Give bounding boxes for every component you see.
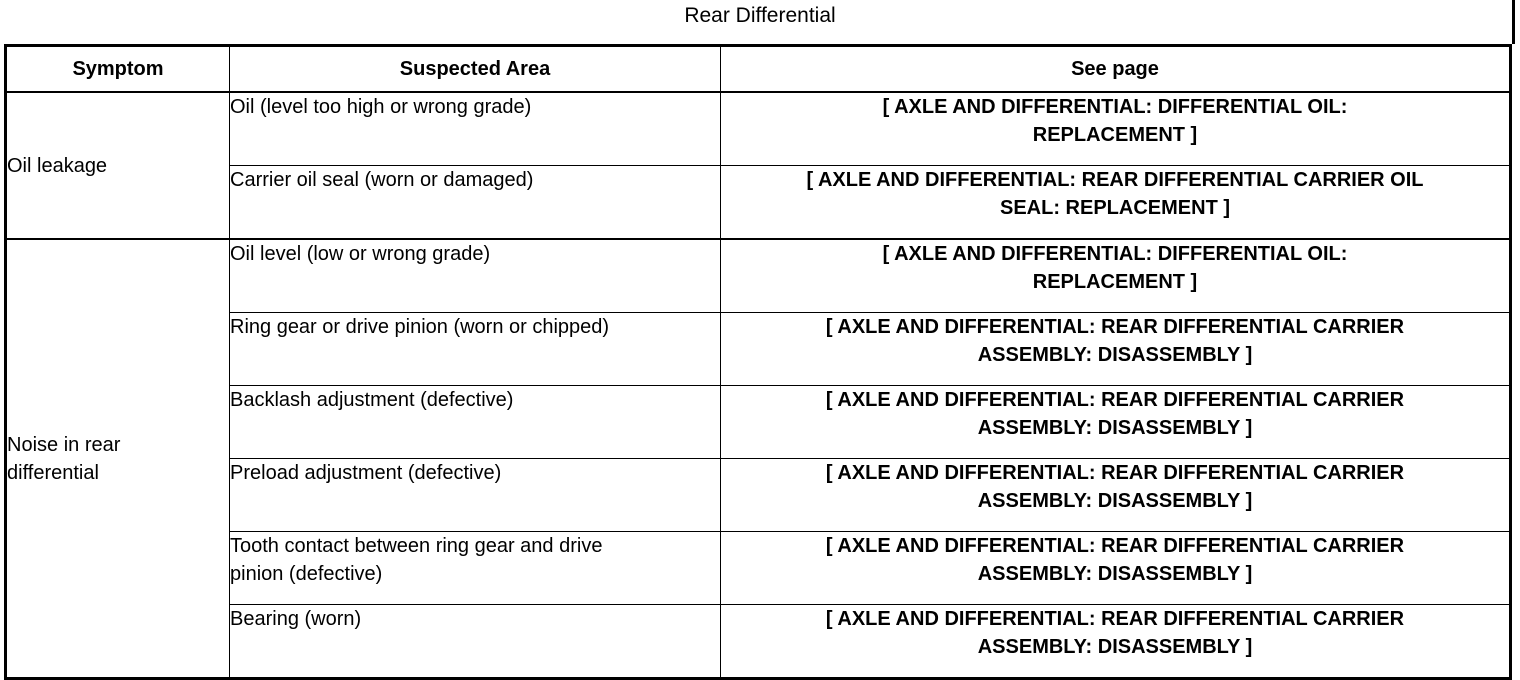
suspected-area-cell: Carrier oil seal (worn or damaged) [230,166,721,240]
table-row [6,605,1511,679]
see-page-line: REPLACEMENT ] [1032,124,1198,146]
diagnosis-table [4,44,1512,680]
see-page-line: [ AXLE AND DIFFERENTIAL: REAR DIFFERENTIAL CARRIER [825,316,1405,338]
see-page-link[interactable] [721,386,1511,459]
table-header-row [6,46,1511,93]
table-row [6,532,1511,605]
header-suspected-area: Suspected Area [230,46,721,93]
suspected-area-cell: Backlash adjustment (defective) [230,386,721,459]
see-page-link[interactable] [721,92,1511,166]
symptom-line: Noise in rear [7,433,121,456]
see-page-line: ASSEMBLY: DISASSEMBLY ] [977,563,1253,585]
suspected-area-line: pinion (defective) [230,563,383,585]
table-row [6,313,1511,386]
see-page-line: SEAL: REPLACEMENT ] [1000,197,1230,219]
table-row [6,239,1511,313]
see-page-line: [ AXLE AND DIFFERENTIAL: REAR DIFFERENTIAL CARRIER OIL [806,169,1424,191]
see-page-link[interactable] [721,239,1511,313]
see-page-link[interactable] [721,166,1511,240]
see-page-line: [ AXLE AND DIFFERENTIAL: REAR DIFFERENTIAL CARRIER [825,389,1405,411]
page-edge-line [1512,0,1515,44]
header-symptom: Symptom [6,46,230,93]
table-row [6,92,1511,166]
symptom-line: differential [7,461,99,484]
symptom-oil-leakage: Oil leakage [6,92,230,239]
suspected-area-cell [230,532,721,605]
suspected-area-cell: Preload adjustment (defective) [230,459,721,532]
see-page-line: [ AXLE AND DIFFERENTIAL: REAR DIFFERENTIAL CARRIER [825,462,1405,484]
suspected-area-line: Tooth contact between ring gear and drive [230,535,603,557]
see-page-link[interactable] [721,532,1511,605]
table-row [6,166,1511,240]
suspected-area-cell: Ring gear or drive pinion (worn or chipped) [230,313,721,386]
see-page-line: [ AXLE AND DIFFERENTIAL: DIFFERENTIAL OIL: [882,96,1348,118]
suspected-area-cell: Oil (level too high or wrong grade) [230,92,721,166]
see-page-link[interactable] [721,605,1511,679]
see-page-line: ASSEMBLY: DISASSEMBLY ] [977,490,1253,512]
see-page-link[interactable] [721,313,1511,386]
see-page-link[interactable] [721,459,1511,532]
page-title: Rear Differential [684,4,836,27]
see-page-line: [ AXLE AND DIFFERENTIAL: REAR DIFFERENTIAL CARRIER [825,535,1405,557]
see-page-line: ASSEMBLY: DISASSEMBLY ] [977,344,1253,366]
symptom-noise-in-rear-differential [6,239,230,679]
see-page-line: REPLACEMENT ] [1032,271,1198,293]
table-row [6,386,1511,459]
see-page-line: ASSEMBLY: DISASSEMBLY ] [977,417,1253,439]
see-page-line: [ AXLE AND DIFFERENTIAL: DIFFERENTIAL OIL: [882,243,1348,265]
suspected-area-cell: Bearing (worn) [230,605,721,679]
header-see-page: See page [721,46,1511,93]
suspected-area-cell: Oil level (low or wrong grade) [230,239,721,313]
see-page-line: ASSEMBLY: DISASSEMBLY ] [977,636,1253,658]
table-row [6,459,1511,532]
see-page-line: [ AXLE AND DIFFERENTIAL: REAR DIFFERENTIAL CARRIER [825,608,1405,630]
